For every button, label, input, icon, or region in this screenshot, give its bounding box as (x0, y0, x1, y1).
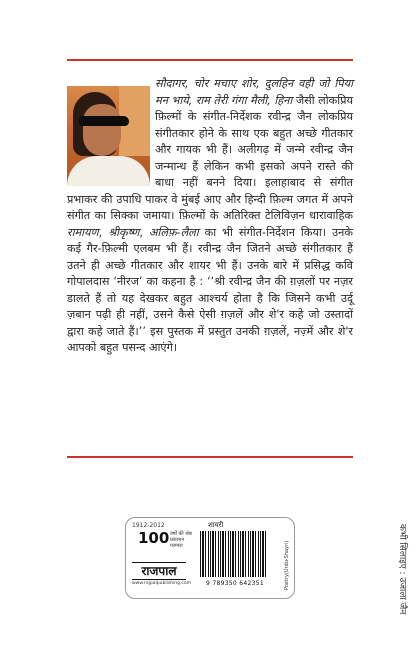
anniversary-years: 1912-2012 (132, 522, 165, 529)
barcode (200, 531, 268, 577)
serial-shrikrishna: श्रीकृष्ण (108, 225, 140, 239)
hundred-years: 100 (138, 529, 170, 547)
bio-part-2: का भी संगीत-निर्देशन किया। उनके कई गैर-फ़िल्मी एलबम भी हैं। रवीन्द्र जैन जितने अच्छे संगीतकार हैं उतने ही अच्छे गीतकार और शायर भी हैं। उनके बारे में प्रसिद्ध कवि गोपालदास ‘नीरज’ का कहना है : ‘‘श्री रवीन्द्र जैन की ग़ज़लों पर नज़र डालते हैं तो यह देखकर बहुत आश्चर्य होता है कि जिसने कभी उर्दू ज़बान पढ़ी ही नहीं, उसने कैसे ऐसी ग़ज़लें और शे'र कहे जो उस्तादों द्वारा कहे जाते हैं।’’ इस पुस्तक में प्रस्तुत उनकी ग़ज़लें, नज़्में और शे'र आपको बहुत पसन्द आएंगे। (67, 225, 353, 354)
bottom-divider (67, 456, 353, 458)
serial-ramayan: रामायण (67, 225, 99, 239)
publisher-tagline: वर्षों की श्रेष्ठ प्रकाशन परम्परा (170, 531, 192, 549)
isbn-number: 9 789350 642351 (206, 580, 264, 587)
top-divider (67, 59, 353, 61)
author-bio: सौदागर, चोर मचाए शोर, दुलहिन वही जो पिया मन भाये, राम तेरी गंगा मैली, हिना जैसी लोकप्रिय फ़िल्मों के संगीत-निर्देशक रवीन्द्र जैन लोकप्रिय संगीतकार होने के साथ एक बहुत अच्छे गीतकार और गायक भी हैं। अलीगढ़ में जन्मे रवीन्द्र जैन जन्मान्ध हैं लेकिन कभी इसको अपने रास्ते की बाधा नहीं बनने दिया। इलाहाबाद से संगीत प्रभाकर की उपाधि पाकर वे मुंबई आए और हिन्दी फ़िल्म जगत में अपने संगीत का सिक्का जमाया। फ़िल्मों के अतिरिक्त टेलिविज़न धारावाहिक रामायण, श्रीकृष्ण, अलिफ़-लैला का भी संगीत-निर्देशन किया। उनके कई गैर-फ़िल्मी एलबम भी हैं। रवीन्द्र जैन जितने अच्छे संगीतकार हैं उतने ही अच्छे गीतकार और शायर भी हैं। उनके बारे में प्रसिद्ध कवि गोपालदास ‘नीरज’ का कहना है : ‘‘श्री रवीन्द्र जैन की ग़ज़लों पर नज़र डालते हैं तो यह देखकर बहुत आश्चर्य होता है कि जिसने कभी उर्दू ज़बान पढ़ी ही नहीं, उसने कैसे ऐसी ग़ज़लें और शे'र कहे जो उस्तादों द्वारा कहे जाते हैं।’’ इस पुस्तक में प्रस्तुत उनकी ग़ज़लें, नज़्में और शे'र आपको बहुत पसन्द आएंगे। (67, 77, 353, 354)
genre-label: शायरी (208, 521, 224, 529)
publisher-badge (125, 517, 295, 599)
publisher-logo: राजपाल (132, 562, 186, 580)
film-list: सौदागर, चोर मचाए शोर, दुलहिन वही जो पिया मन भाये, राम तेरी गंगा मैली, हिना (155, 77, 353, 107)
spine-title: कभी सिलाइए : उजाला जैन (397, 524, 407, 615)
category-vertical: Poetry(Urdu-Shayri) (284, 540, 290, 590)
serial-alif-laila: अलिफ़-लैला (148, 225, 199, 239)
bio-part-1: जैसी लोकप्रिय फ़िल्मों के संगीत-निर्देशक रवीन्द्र जैन लोकप्रिय संगीतकार होने के साथ एक बहुत अच्छे गीतकार और गायक भी हैं। अलीगढ़ में जन्मे रवीन्द्र जैन जन्मान्ध हैं लेकिन कभी इसको अपने रास्ते की बाधा नहीं बनने दिया। इलाहाबाद से संगीत प्रभाकर की उपाधि पाकर वे मुंबई आए और हिन्दी फ़िल्म जगत में अपने संगीत का सिक्का जमाया। फ़िल्मों के अतिरिक्त टेलिविज़न धारावाहिक (67, 93, 353, 222)
publisher-url: www.rajpalpublishing.com (132, 581, 192, 586)
